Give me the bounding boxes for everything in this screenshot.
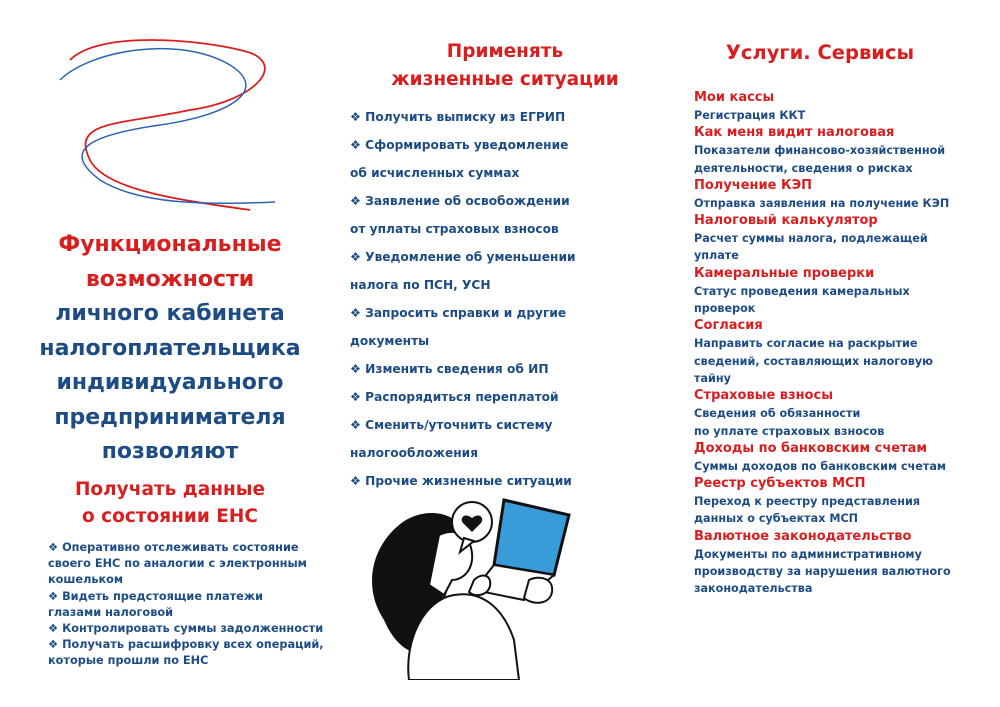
life-situation-text: налогообложения [350,446,479,460]
service-title[interactable]: Реестр субъектов МСП [694,476,866,492]
ens-list-text: Получать расшифровку всех операций, [62,638,324,652]
main-title-line: позволяют [101,439,239,464]
ens-feature-list [48,540,328,670]
service-description [694,283,984,318]
ens-list-text: своего ЕНС по аналогии с электронным [48,557,307,571]
service-item[interactable] [694,177,984,212]
service-description-line: Документы по административному [694,547,922,561]
ens-subtitle [30,476,310,530]
life-situation-text: Уведомление об уменьшении [365,250,576,264]
ens-list-text: Видеть предстоящие платежи [62,589,264,603]
service-description-line: Показатели финансово-хозяйственной [694,144,946,158]
decorative-wave-lines [30,30,280,220]
service-item[interactable] [694,212,984,265]
woman-with-laptop-illustration [364,480,594,680]
service-description-line: сведений, составляющих налоговую [694,354,934,368]
life-situations-list [350,103,660,495]
diamond-bullet-icon: ❖ [350,418,366,432]
main-title [30,228,310,470]
diamond-bullet-icon: ❖ [350,362,366,376]
life-situation-text: документы [350,334,430,348]
life-situation-item[interactable] [350,383,660,411]
service-title[interactable]: Согласия [694,318,763,334]
service-description [694,405,984,440]
diamond-bullet-icon: ❖ [48,622,63,636]
laptop-screen [494,500,569,575]
service-description [694,458,984,475]
diamond-bullet-icon: ❖ [48,589,63,603]
life-situation-item[interactable] [350,187,660,243]
ens-list-item [48,637,328,669]
service-description-line: Суммы доходов по банковским счетам [694,459,947,473]
service-description-line: Расчет суммы налога, подлежащей [694,232,928,246]
column-life-situations [340,0,670,707]
service-title[interactable]: Доходы по банковским счетам [694,440,928,456]
service-title[interactable]: Налоговый калькулятор [694,213,878,229]
service-description-line: по уплате страховых взносов [694,424,885,438]
life-situation-text: Получить выписку из ЕГРИП [365,110,566,124]
service-description [694,493,984,528]
diamond-bullet-icon: ❖ [48,541,63,554]
service-description-line: Направить согласие на раскрытие [694,337,918,351]
ens-list-item [48,589,328,621]
diamond-bullet-icon: ❖ [350,110,366,124]
diamond-bullet-icon: ❖ [350,138,366,152]
service-description-line: законодательства [694,582,813,596]
service-item[interactable] [694,124,984,177]
life-situation-item[interactable] [350,355,660,383]
life-situations-title-line: жизненные ситуации [391,69,619,90]
column-services [670,0,1000,707]
service-description [694,230,984,265]
service-description [694,546,984,598]
life-situations-title [340,38,670,94]
ens-list-item [48,540,328,589]
life-situation-item[interactable] [350,411,660,467]
service-description-line: проверок [694,302,756,316]
service-description [694,107,984,124]
life-situation-text: налога по ПСН, УСН [350,278,491,292]
diamond-bullet-icon: ❖ [350,250,366,264]
life-situation-text: Изменить сведения об ИП [365,362,549,376]
service-description [694,195,984,212]
ens-list-text: кошельком [48,573,124,587]
service-description [694,142,984,177]
life-situation-text: об исчисленных суммах [350,166,520,180]
service-item[interactable] [694,89,984,124]
life-situation-text: Распорядиться переплатой [365,390,559,404]
ens-subtitle-line: Получать данные [74,479,266,500]
service-description-line: уплате [694,249,739,263]
life-situation-text: Сформировать уведомление [365,138,569,152]
life-situation-item[interactable] [350,131,660,187]
life-situations-title-line: Применять [446,41,564,62]
diamond-bullet-icon: ❖ [350,306,366,320]
services-list [694,89,984,598]
ens-list-text: Оперативно отслеживать состояние [62,541,299,554]
service-item[interactable] [694,528,984,598]
main-title-line: личного кабинета [55,301,285,326]
service-title[interactable]: Как меня видит налоговая [694,125,895,141]
main-title-line: индивидуального [56,370,284,395]
ens-list-text: глазами налоговой [48,605,174,619]
life-situation-item[interactable] [350,103,660,131]
services-title: Услуги. Сервисы [725,41,915,64]
life-situation-text: Сменить/уточнить систему [365,418,553,432]
ens-subtitle-line: о состоянии ЕНС [82,506,258,527]
ens-list-item [48,621,328,637]
diamond-bullet-icon: ❖ [350,474,366,488]
service-description-line: данных о субъектах МСП [694,512,859,526]
service-description-line: производству за нарушения валютного [694,565,951,579]
service-item[interactable] [694,387,984,440]
diamond-bullet-icon: ❖ [48,638,63,652]
service-item[interactable] [694,317,984,387]
life-situation-item[interactable] [350,299,660,355]
main-title-line: предпринимателя [54,404,286,430]
service-item[interactable] [694,440,984,475]
life-situation-text: от уплаты страховых взносов [350,222,559,236]
service-description-line: Сведения об обязанности [694,407,861,421]
service-description-line: Регистрация ККТ [694,109,806,122]
service-description-line: тайну [694,371,731,385]
service-title[interactable]: Мои кассы [694,90,775,105]
main-title-line: возможности [85,266,255,292]
life-situation-text: Прочие жизненные ситуации [365,474,572,488]
diamond-bullet-icon: ❖ [350,390,366,404]
diamond-bullet-icon: ❖ [350,194,366,208]
life-situation-text: Заявление об освобождении [365,194,570,208]
service-description-line: Переход к реестру представления [694,495,921,509]
service-description-line: деятельности, сведения о рисках [694,161,913,175]
ens-list-text: Контролировать суммы задолженности [62,622,324,636]
service-description [694,335,984,387]
life-situation-item[interactable] [350,243,660,299]
service-title[interactable]: Получение КЭП [694,177,813,193]
column-functions [0,0,340,707]
service-description-line: Статус проведения камеральных [694,284,910,298]
main-title-line: Функциональные [58,232,282,257]
service-item[interactable] [694,265,984,318]
service-title[interactable]: Камеральные проверки [694,265,875,281]
service-description-line: Отправка заявления на получение КЭП [694,196,950,210]
service-title[interactable]: Страховые взносы [694,388,833,404]
service-item[interactable] [694,475,984,528]
main-title-line: налогоплательщика [39,335,301,361]
ens-list-text: которые прошли по ЕНС [48,654,209,668]
life-situation-text: Запросить справки и другие [365,306,567,320]
service-title[interactable]: Валютное законодательство [694,528,912,544]
